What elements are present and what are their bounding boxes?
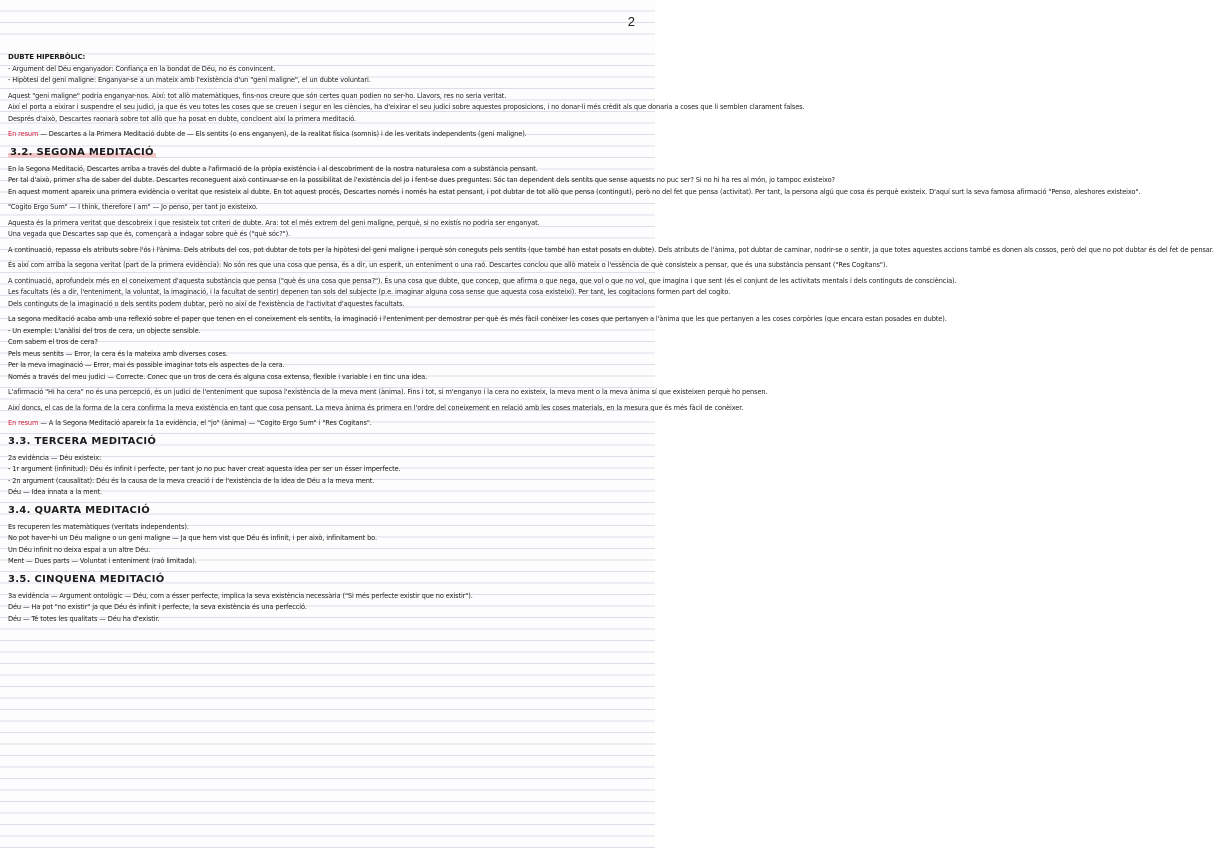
text-line: - 2n argument (causalitat): Déu és la causa de la meva creació i de l'existència de la idea de Déu a la meva ment.: [8, 476, 375, 485]
text-line: Dels continguts de la imaginació o dels sentits podem dubtar, però no així de l'existència de l'activitat d'aquestes facultats.: [8, 299, 405, 308]
text-line: És així com arriba la segona veritat (part de la primera evidència): No són res que una cosa que pensa, és a dir, un esperit, un enteniment o una raó. Descartes conclou que allò mateix o l'essència de què consisteix a pensar, que és una substància pensant ("Res Cogitans").: [8, 261, 888, 269]
section-heading-3-4: 3.4. QUARTA MEDITACIÓ: [8, 504, 151, 516]
text-line: No pot haver-hi un Déu maligne o un geni maligne — Ja que hem vist que Déu és infinit, i per això, infinitament bo.: [8, 534, 377, 542]
summary-text: — A la Segona Meditació apareix la 1a evidència, el "jo" (ànima) — "Cogito Ergo Sum" i "Res Cogitans".: [40, 419, 372, 427]
cogito-quote: [8, 202, 648, 214]
s34-list: [8, 522, 648, 568]
text-line: Un Déu infinit no deixa espai a un altre Déu.: [8, 545, 151, 554]
text-line: Aquesta és la primera veritat que descobreix i que resisteix tot criteri de dubte. Ara: tot el més extrem del geni maligne, perquè, si no existís no podria ser enganyat.: [8, 218, 540, 227]
text-line: - 1r argument (infinitud): Déu és infinit i perfecte, per tant jo no puc haver creat aquesta idea per ser un ésser imperfecte.: [8, 465, 401, 473]
summary-text: — Descartes a la Primera Meditació dubte de — Els sentits (o ens enganyen), de la realitat física (somnis) i de les veritats independents (geni maligne).: [40, 130, 527, 138]
summary-label: En resum: [8, 130, 39, 138]
text-line: Així el porta a eixirar i suspendre el seu judici, ja que és veu totes les coses que se creuen i segur en les ciències, ha d'eixirar el seu judici sobre aquestes proposicions, i no donar-li més crèdit als que donaria a coses que li semblen clarament falses.: [8, 103, 805, 111]
summary-label: En resum: [8, 419, 39, 427]
section-heading-3-3: 3.3. TERCERA MEDITACIÓ: [8, 435, 157, 447]
s35-list: [8, 591, 648, 626]
text-line: Ment — Dues parts — Voluntat i enteniment (raó limitada).: [8, 557, 197, 565]
s32-paragraph: [8, 164, 1141, 199]
dubte-line: - Hipòtesi del geni maligne: Enganyar-se a un mateix amb l'existència d'un "geni maligne", el un dubte voluntari.: [8, 76, 371, 84]
s33-list: [8, 453, 648, 499]
text-line: En aquest moment apareix una primera evidència o veritat que resisteix al dubte. En tot aquest procés, Descartes només i només ha estat pensant, i pot dubtar de tot allò que pensa (contingut), però no del fet que pensa (activitat). Per tant, la persona algú que cosa és perquè existeix. D'aquí surt la seva famosa afirmació "Penso, aleshores existeixo".: [8, 187, 1141, 196]
text-line: L'afirmació "Hi ha cera" no és una percepció, és un judici de l'enteniment que suposa l'existència de la meva ment (ànima). Fins i tot, si m'enganyo i la cera no existeix, la meva ment o la meva ànima sí que existeixen perquè ho pensen.: [8, 388, 768, 396]
cogito-line: "Cogito Ergo Sum" — I think, therefore I am" — Jo penso, per tant jo existeixo.: [8, 203, 258, 211]
page-number: 2: [627, 14, 635, 29]
text-line: Déu — Té totes les qualitats — Déu ha d'existir.: [8, 614, 160, 623]
text-line: Es recuperen les matemàtiques (veritats independents).: [8, 522, 189, 531]
text-line: Només a través del meu judici — Correcte. Conec que un tros de cera és alguna cosa extensa, flexible i variable i en tinc una idea.: [8, 372, 428, 381]
text-line: A continuació, aprofundeix més en el coneixement d'aquesta substància que pensa ("què és una cosa que pensa?"). És una cosa que dubte, que concep, que afirma o que nega, que vol o que no vol, que imagina i que sent (és el conjunt de les activitats mentals i dels continguts de consciència).: [8, 276, 957, 285]
text-line: Després d'això, Descartes raonarà sobre tot allò que ha posat en dubte, concloent així la primera meditació.: [8, 114, 356, 123]
text-line: Les facultats (és a dir, l'enteniment, la voluntat, la imaginació, i la facultat de sentir) depenen tan sols del subjecte (p.e. imaginar alguna cosa sense que aquesta cosa existeixi). Per tant, les cogitacions formen part del cogito.: [8, 288, 731, 296]
dubte-paragraph: [8, 91, 805, 126]
text-line: - Un exemple: L'anàlisi del tros de cera, un objecte sensible.: [8, 326, 201, 335]
text-line: La segona meditació acaba amb una reflexió sobre el paper que tenen en el coneixement els sentits, la imaginació i l'enteniment per demostrar per què és més fàcil conèixer les coses que pertanyen a l'ànima que les que pertanyen a les coses corpòries (que encara estan posades en dubte).: [8, 315, 947, 323]
s32-paragraph: [8, 314, 947, 383]
dubte-hiperbolic-section: [8, 52, 648, 87]
s32-summary: [8, 418, 648, 430]
s32-paragraph: [8, 260, 888, 272]
text-line: En la Segona Meditació, Descartes arriba a través del dubte a l'afirmació de la pròpia existència i al descobriment de la nostra naturalesa com a substància pensant.: [8, 164, 538, 173]
text-line: Com sabem el tros de cera?: [8, 338, 98, 346]
s32-paragraph: [8, 245, 1214, 257]
text-line: A continuació, repassa els atributs sobre l'ós i l'ànima. Dels atributs del cos, pot dubtar de tots per la hipòtesi del geni maligne i perquè són coneguts pels sentits (que també han estat posats en dubte). Dels atributs de l'ànima, pot dubtar de caminar, nodrir-se o sentir, ja que totes aquestes accions també es donen als cossos, però del que no pot dubtar és del fet de pensar.: [8, 245, 1214, 254]
s32-paragraph: [8, 387, 768, 399]
section-heading-3-2: 3.2. SEGONA MEDITACIÓ: [10, 146, 154, 158]
text-line: Déu — Ha pot "no existir" ja que Déu és infinit i perfecte, la seva existència és una perfecció.: [8, 603, 307, 611]
text-line: Per la meva imaginació — Error, mai és possible imaginar tots els aspectes de la cera.: [8, 361, 285, 369]
notes-content: [8, 52, 1214, 629]
text-line: Aquest "geni maligne" podria enganyar-nos. Així: tot allò matemàtiques, fins-nos creure que són certes quan podien no ser-ho. Llavors, res no seria veritat.: [8, 91, 507, 100]
text-line: 2a evidència — Déu existeix:: [8, 453, 102, 462]
text-line: 3a evidència — Argument ontològic — Déu, com a ésser perfecte, implica la seva existència necessària ("Si més perfecte existir que no existir").: [8, 591, 473, 600]
text-line: Per tal d'això, primer s'ha de saber del dubte. Descartes reconeguent això continuar-se en la possibilitat de l'existència del jo i fent-se dues preguntes: Sóc tan dependent dels sentits que sense aquests no puc ser? Si no hi ha res al món, jo tampoc existeixo?: [8, 176, 835, 184]
text-line: Pels meus sentits — Error, la cera és la mateixa amb diverses coses.: [8, 349, 228, 358]
s32-paragraph: [8, 403, 744, 415]
text-line: Així doncs, el cas de la forma de la cera confirma la meva existència en tant que cosa pensant. La meva ànima és primera en l'ordre del coneixement en relació amb les coses materials, en la mesura que és més fàcil de conèixer.: [8, 403, 744, 412]
section-heading-3-5: 3.5. CINQUENA MEDITACIÓ: [8, 573, 165, 585]
dubte-summary: [8, 129, 648, 141]
s32-paragraph: [8, 218, 648, 241]
text-line: Déu — Idea innata a la ment.: [8, 488, 103, 496]
dubte-title: DUBTE HIPERBÒLIC:: [8, 53, 86, 61]
dubte-line: - Argument del Déu enganyador: Confiança en la bondat de Déu, no és convincent.: [8, 64, 276, 73]
text-line: Una vegada que Descartes sap que és, començarà a indagar sobre què és ("què sóc?").: [8, 230, 291, 238]
s32-paragraph: [8, 276, 957, 311]
